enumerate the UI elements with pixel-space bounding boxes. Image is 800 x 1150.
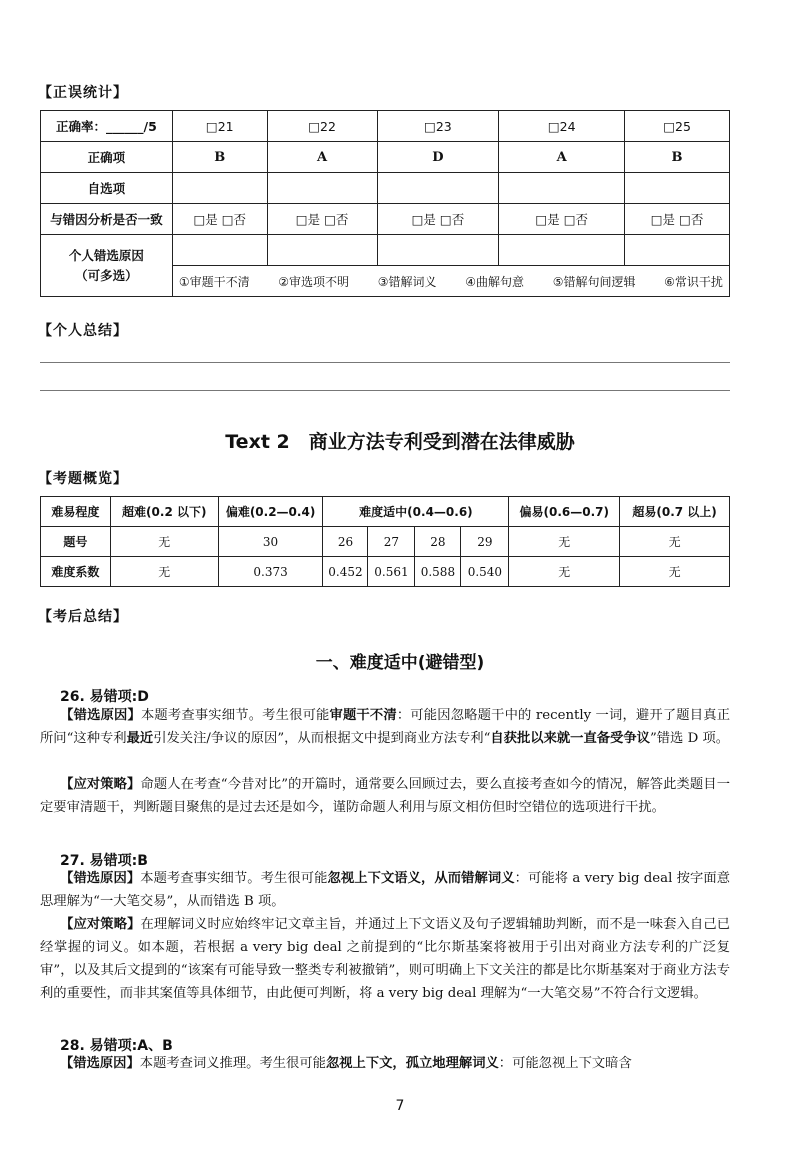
reason-option: ⑥常识干扰: [664, 274, 723, 289]
text-title: Text 2 商业方法专利受到潜在法律威胁: [225, 431, 575, 453]
text: 本题考查事实细节。考生很可能: [140, 871, 328, 886]
text: ：可能忽视上下文暗含: [498, 1056, 632, 1071]
table-row: [41, 173, 730, 204]
reason-label-line1: 个人错选原因: [68, 247, 144, 263]
text: 引发关注/争议的原因”，从而根据文中提到商业方法专利“: [153, 731, 491, 746]
question-23: □23: [377, 111, 499, 142]
tag-strategy: 【应对策略】: [60, 917, 141, 932]
table-cell: 0.452: [323, 557, 368, 587]
reason-input-22[interactable]: [267, 235, 377, 266]
table-cell: 无: [110, 557, 218, 587]
answer-25: B: [625, 142, 730, 173]
row-label-coefficient: 难度系数: [41, 557, 111, 587]
yes-no-checkbox[interactable]: □是 □否: [377, 204, 499, 235]
summary-line[interactable]: [40, 362, 730, 363]
q26-strategy: [40, 773, 730, 819]
emphasis: 最近: [126, 731, 154, 746]
self-choice-25[interactable]: [625, 173, 730, 204]
reason-input-25[interactable]: [625, 235, 730, 266]
section-label-overview: 【考题概览】: [38, 471, 128, 487]
table-cell: 无: [620, 527, 730, 557]
header-very-easy: 超易(0.7 以上): [620, 497, 730, 527]
table-row: [41, 497, 730, 527]
section-label-after: 【考后总结】: [38, 609, 128, 625]
section-heading-moderate: 一、难度适中(避错型): [315, 653, 485, 673]
header-very-hard: 超难(0.2 以下): [110, 497, 218, 527]
q26-reason: [40, 704, 730, 750]
table-cell: 无: [509, 557, 620, 587]
self-choice-21[interactable]: [172, 173, 267, 204]
table-cell: 27: [368, 527, 415, 557]
header-moderate: 难度适中(0.4—0.6): [323, 497, 509, 527]
tag-strategy: 【应对策略】: [60, 777, 141, 792]
table-row: [41, 527, 730, 557]
question-21: □21: [172, 111, 267, 142]
question-25: □25: [625, 111, 730, 142]
q28-reason: [40, 1052, 730, 1075]
table-cell: 30: [218, 527, 323, 557]
text: 在理解词义时应始终牢记文章主旨，并通过上下文语义及句子逻辑辅助判断，而不是一味套入自己已经掌握的词义。如本题，若根据 a very big deal 之前提到的“比尔斯基案将被用于引出对商业方法专利的广泛复审”，以及其后文提到的“该案有可能导致一整类专利被撤销”，则可明确上下文关注的都是比尔斯基案对于商业方法专利的重要性，而非其案值等具体细节，由此便可判断，将 a very big deal 理解为“一大笔交易”不符合行文逻辑。: [40, 917, 731, 1001]
page-number: 7: [395, 1098, 405, 1114]
q28-heading: 28. 易错项:A、B: [60, 1038, 173, 1054]
emphasis: 忽视上下文语义，从而错解词义: [327, 871, 515, 886]
text: 本题考查词义推理。考生很可能: [139, 1056, 326, 1071]
q26-heading: 26. 易错项:D: [60, 689, 149, 705]
table-cell: 无: [110, 527, 218, 557]
summary-line[interactable]: [40, 390, 730, 391]
table-cell: 29: [461, 527, 509, 557]
q27-reason: [40, 867, 730, 913]
q27-heading: 27. 易错项:B: [60, 853, 148, 869]
table-cell: 0.588: [415, 557, 461, 587]
yes-no-checkbox[interactable]: □是 □否: [499, 204, 625, 235]
reason-options: [172, 266, 729, 297]
table-row: [41, 204, 730, 235]
tag-wrong-reason: 【错选原因】: [60, 1056, 140, 1071]
text: 本题考查事实细节。考生很可能: [140, 708, 330, 723]
answer-22: A: [267, 142, 377, 173]
stats-table: [40, 110, 730, 297]
section-label-stats: 【正误统计】: [38, 85, 128, 101]
emphasis: 忽视上下文，孤立地理解词义: [325, 1056, 499, 1071]
question-24: □24: [499, 111, 625, 142]
table-cell: 0.561: [368, 557, 415, 587]
reason-label-line2: （可多选）: [75, 267, 138, 283]
reason-input-23[interactable]: [377, 235, 499, 266]
self-choice-23[interactable]: [377, 173, 499, 204]
self-choice-24[interactable]: [499, 173, 625, 204]
tag-wrong-reason: 【错选原因】: [60, 708, 141, 723]
text: 命题人在考查“今昔对比”的开篇时，通常要么回顾过去，要么直接考查如今的情况，解答此类题目一定要审清题干，判断题目聚焦的是过去还是如今，谨防命题人利用与原文相仿但时空错位的选项进行干扰。: [40, 777, 730, 815]
section-label-summary: 【个人总结】: [38, 323, 128, 339]
table-cell: 26: [323, 527, 368, 557]
table-cell: 28: [415, 527, 461, 557]
table-row: [41, 235, 730, 266]
q27-strategy: [40, 913, 730, 1005]
row-label-consistent: 与错因分析是否一致: [41, 204, 173, 235]
table-row: [41, 557, 730, 587]
self-choice-22[interactable]: [267, 173, 377, 204]
emphasis: 自获批以来就一直备受争议: [490, 731, 650, 746]
table-cell: 0.373: [218, 557, 323, 587]
text: ：可能因忽略题干中的 recently 一词，避开了题目真正所问“这种专利: [40, 708, 731, 746]
header-difficulty: 难易程度: [41, 497, 111, 527]
answer-21: B: [172, 142, 267, 173]
reason-option: ④曲解句意: [465, 274, 524, 289]
reason-input-21[interactable]: [172, 235, 267, 266]
reason-option: ①审题干不清: [178, 274, 250, 289]
header-hard: 偏难(0.2—0.4): [218, 497, 323, 527]
text: ”错选 D 项。: [649, 731, 730, 746]
tag-wrong-reason: 【错选原因】: [60, 871, 141, 886]
table-row: [41, 142, 730, 173]
yes-no-checkbox[interactable]: □是 □否: [625, 204, 730, 235]
table-cell: 0.540: [461, 557, 509, 587]
reason-input-24[interactable]: [499, 235, 625, 266]
yes-no-checkbox[interactable]: □是 □否: [267, 204, 377, 235]
reason-option: ⑤错解句间逻辑: [552, 274, 636, 289]
question-22: □22: [267, 111, 377, 142]
emphasis: 审题干不清: [329, 708, 397, 723]
text: ：可能将 a very big deal 按字面意思理解为“一大笔交易”，从而错选 B 项。: [40, 871, 731, 909]
answer-24: A: [499, 142, 625, 173]
row-label-question: 题号: [41, 527, 111, 557]
accuracy-cell: 正确率：______/5: [41, 111, 173, 142]
header-easy: 偏易(0.6—0.7): [509, 497, 620, 527]
answer-23: D: [377, 142, 499, 173]
reason-option: ②审选项不明: [278, 274, 350, 289]
table-cell: 无: [620, 557, 730, 587]
table-cell: 无: [509, 527, 620, 557]
row-label-self: 自选项: [41, 173, 173, 204]
reason-option: ③错解词义: [377, 274, 437, 289]
yes-no-checkbox[interactable]: □是 □否: [172, 204, 267, 235]
row-label-correct: 正确项: [41, 142, 173, 173]
overview-table: [40, 496, 730, 587]
row-label-reason: [41, 235, 173, 297]
table-row: [41, 111, 730, 142]
